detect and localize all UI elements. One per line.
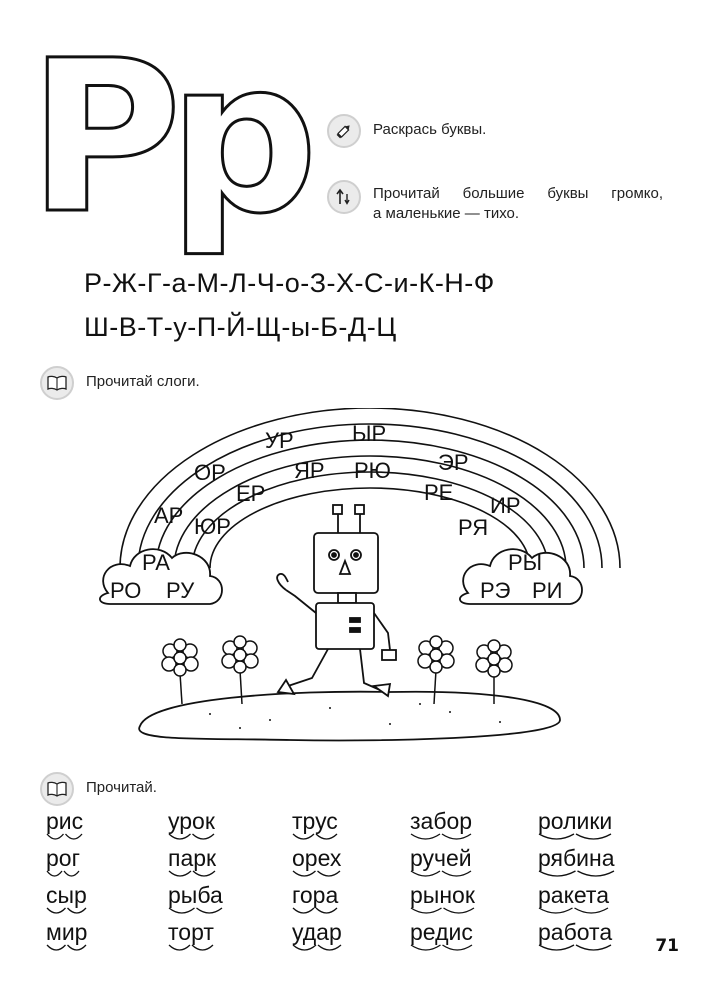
- syllable-re2: РЭ: [480, 578, 511, 603]
- word-item: [410, 808, 530, 845]
- word-text: рынок: [410, 882, 475, 908]
- syllable-arcs: [168, 832, 215, 844]
- word-item: [292, 845, 412, 882]
- word-item: [410, 882, 530, 919]
- word-item: [46, 808, 166, 845]
- word-item: [168, 882, 288, 919]
- word-text: урок: [168, 808, 215, 834]
- word-item: [168, 845, 288, 882]
- word-text: сыр: [46, 882, 87, 908]
- flower-1: [162, 639, 198, 704]
- word-text: ручей: [410, 845, 472, 871]
- word-item: [410, 845, 530, 882]
- syllable-arcs: [168, 869, 216, 881]
- letter-row-1: Р-Ж-Г-а-М-Л-Ч-о-З-Х-С-и-К-Н-Ф: [84, 268, 495, 298]
- word-column-3: [292, 808, 412, 956]
- syllable-arcs: [410, 943, 473, 955]
- page-number: 71: [655, 936, 679, 956]
- syllable-arcs: [410, 906, 475, 918]
- syllable-ri: РИ: [532, 578, 563, 603]
- letter-row-2: Ш-В-Т-у-П-Й-Щ-ы-Б-Д-Ц: [84, 312, 397, 342]
- word-text: забор: [410, 808, 473, 834]
- pencil-icon: [327, 114, 361, 148]
- instruction-color-text: Раскрась буквы.: [373, 121, 487, 138]
- word-item: [410, 919, 530, 956]
- word-text: парк: [168, 845, 217, 871]
- word-item: [46, 845, 166, 882]
- syllable-arcs: [292, 943, 342, 955]
- syllable-arcs: [168, 906, 223, 918]
- up-down-arrows-icon: [327, 180, 361, 214]
- rainbow-svg: [90, 408, 650, 758]
- word-text: орех: [292, 845, 342, 871]
- word-text: удар: [292, 919, 342, 945]
- instruction-read-syllables: [40, 366, 200, 400]
- word-text: торт: [168, 919, 214, 945]
- word-item: [538, 919, 658, 956]
- syllable-rya: РЯ: [458, 515, 489, 540]
- instruction-read-letters-line1: Прочитай большие буквы громко,: [373, 185, 663, 202]
- open-book-icon: [40, 772, 74, 806]
- big-letters: [28, 40, 328, 280]
- word-item: [538, 882, 658, 919]
- syllable-ru: РУ: [166, 578, 195, 603]
- ground: [139, 692, 560, 741]
- syllable-arcs: [538, 906, 609, 918]
- syllable-or: ОР: [194, 460, 226, 485]
- word-item: [292, 808, 412, 845]
- instruction-read-words: [40, 772, 157, 806]
- syllable-arcs: [292, 869, 341, 881]
- word-text: редис: [410, 919, 473, 945]
- syllable-er1: ЭР: [438, 450, 469, 475]
- syllable-yr: ЫР: [352, 421, 387, 446]
- syllable-arcs: [46, 869, 80, 881]
- word-item: [46, 882, 166, 919]
- robot: [277, 505, 396, 696]
- word-column-4: [410, 808, 530, 956]
- syllable-arcs: [538, 943, 612, 955]
- syllable-ryu: РЮ: [354, 458, 391, 483]
- word-item: [292, 919, 412, 956]
- open-book-icon: [40, 366, 74, 400]
- word-text: рог: [46, 845, 80, 871]
- syllable-arcs: [538, 832, 612, 844]
- word-item: [538, 845, 658, 882]
- word-item: [292, 882, 412, 919]
- word-column-1: [46, 808, 166, 956]
- syllable-ur: УР: [265, 428, 294, 453]
- syllable-ir: ИР: [490, 493, 521, 518]
- syllable-arcs: [46, 832, 83, 844]
- word-text: работа: [538, 919, 613, 945]
- word-text: рис: [46, 808, 84, 834]
- instruction-read-syllables-text: Прочитай слоги.: [86, 373, 200, 390]
- syllable-ro: РО: [110, 578, 142, 603]
- syllable-er2: ЕР: [236, 481, 266, 506]
- word-text: мир: [46, 919, 88, 945]
- word-item: [168, 808, 288, 845]
- syllable-arcs: [46, 943, 87, 955]
- instruction-read-words-text: Прочитай.: [86, 779, 157, 796]
- word-column-5: [538, 808, 658, 956]
- big-letter-lower: р: [168, 40, 319, 260]
- word-text: гора: [292, 882, 339, 908]
- word-item: [46, 919, 166, 956]
- syllable-arcs: [46, 906, 87, 918]
- big-letter-upper: Р: [28, 40, 182, 260]
- syllable-yur: ЮР: [194, 514, 231, 539]
- word-text: ролики: [538, 808, 613, 834]
- syllable-ar: АР: [154, 503, 184, 528]
- word-item: [168, 919, 288, 956]
- word-text: рябина: [538, 845, 615, 871]
- syllable-arcs: [538, 869, 615, 881]
- syllable-re: РЕ: [424, 480, 454, 505]
- syllable-arcs: [410, 869, 472, 881]
- word-item: [538, 808, 658, 845]
- syllable-arcs: [168, 943, 214, 955]
- word-text: трус: [292, 808, 338, 834]
- word-column-2: [168, 808, 288, 956]
- syllable-arcs: [292, 832, 338, 844]
- syllable-arcs: [410, 832, 472, 844]
- syllable-ry: РЫ: [508, 550, 543, 575]
- instruction-read-letters: [327, 180, 663, 224]
- instruction-color: [327, 114, 486, 148]
- word-text: ракета: [538, 882, 609, 908]
- syllable-ra: РА: [142, 550, 170, 575]
- syllable-arcs: [292, 906, 338, 918]
- rainbow-illustration: [90, 408, 650, 758]
- syllable-yar: ЯР: [294, 458, 325, 483]
- big-letters-svg: [28, 40, 328, 280]
- word-text: рыба: [168, 882, 223, 908]
- flower-2: [222, 636, 258, 704]
- instruction-read-letters-line2: а маленькие — тихо.: [373, 205, 520, 222]
